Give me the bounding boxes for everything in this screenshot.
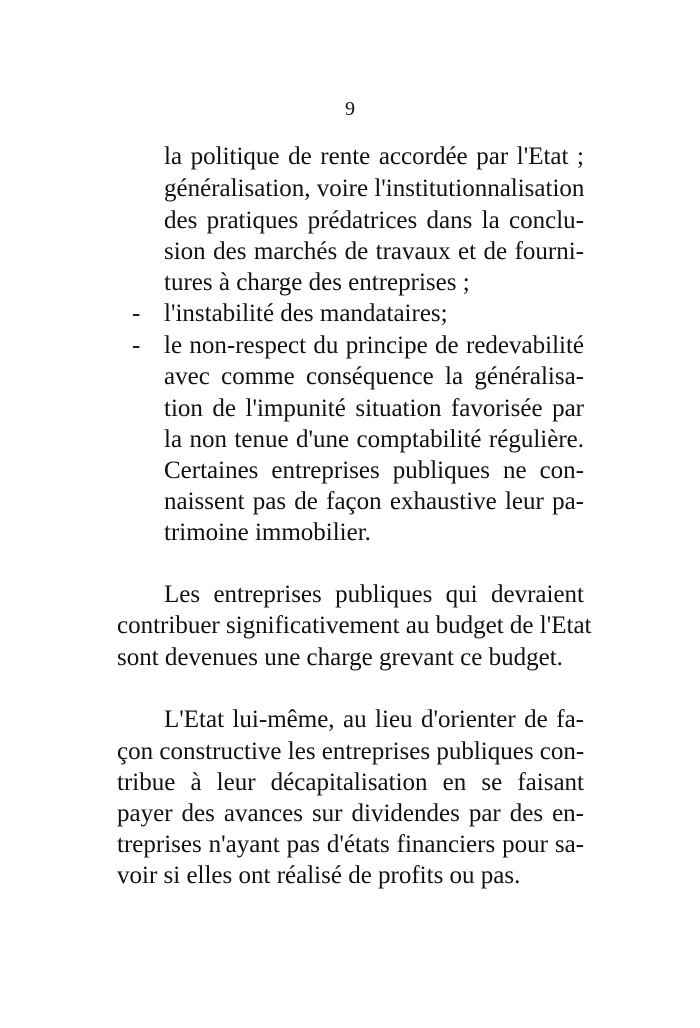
text-line: tures à charge des entreprises ;	[164, 269, 470, 296]
bullet-dash: -	[132, 300, 141, 327]
text-line: payer des avances sur dividendes par des en-	[117, 800, 584, 827]
bullet-dash: -	[132, 332, 141, 359]
text-line: treprises n'ayant pas d'états financiers pour sa-	[117, 831, 584, 858]
text-line: sont devenues une charge grevant ce budget.	[117, 644, 563, 671]
text-line: trimoine immobilier.	[164, 519, 371, 546]
text-line: sion des marchés de travaux et de fourni-	[164, 238, 584, 265]
text-line: généralisation, voire l'institutionnalisation	[164, 175, 585, 202]
text-line: des pratiques prédatrices dans la conclu-	[164, 207, 584, 234]
text-line: l'instabilité des mandataires;	[164, 300, 448, 327]
text-line: contribuer significativement au budget de l'Etat	[117, 612, 592, 639]
text-line: voir si elles ont réalisé de profits ou pas.	[117, 862, 521, 889]
page-number: 9	[345, 98, 355, 120]
text-line: çon constructive les entreprises publiques con-	[117, 738, 585, 765]
text-line: avec comme conséquence la généralisa-	[164, 363, 584, 390]
text-line: la non tenue d'une comptabilité régulière.	[164, 426, 584, 453]
text-line: tribue à leur décapitalisation en se faisant	[117, 769, 584, 796]
text-line: L'Etat lui-même, au lieu d'orienter de fa-	[164, 706, 584, 733]
text-line: la politique de rente accordée par l'Etat ;	[164, 143, 584, 170]
text-line: le non-respect du principe de redevabilité	[164, 332, 584, 359]
text-line: naissent pas de façon exhaustive leur pa-	[164, 488, 584, 515]
text-line: tion de l'impunité situation favorisée par	[164, 395, 584, 422]
text-line: Les entreprises publiques qui devraient	[164, 581, 584, 608]
text-line: Certaines entreprises publiques ne con-	[164, 457, 584, 484]
